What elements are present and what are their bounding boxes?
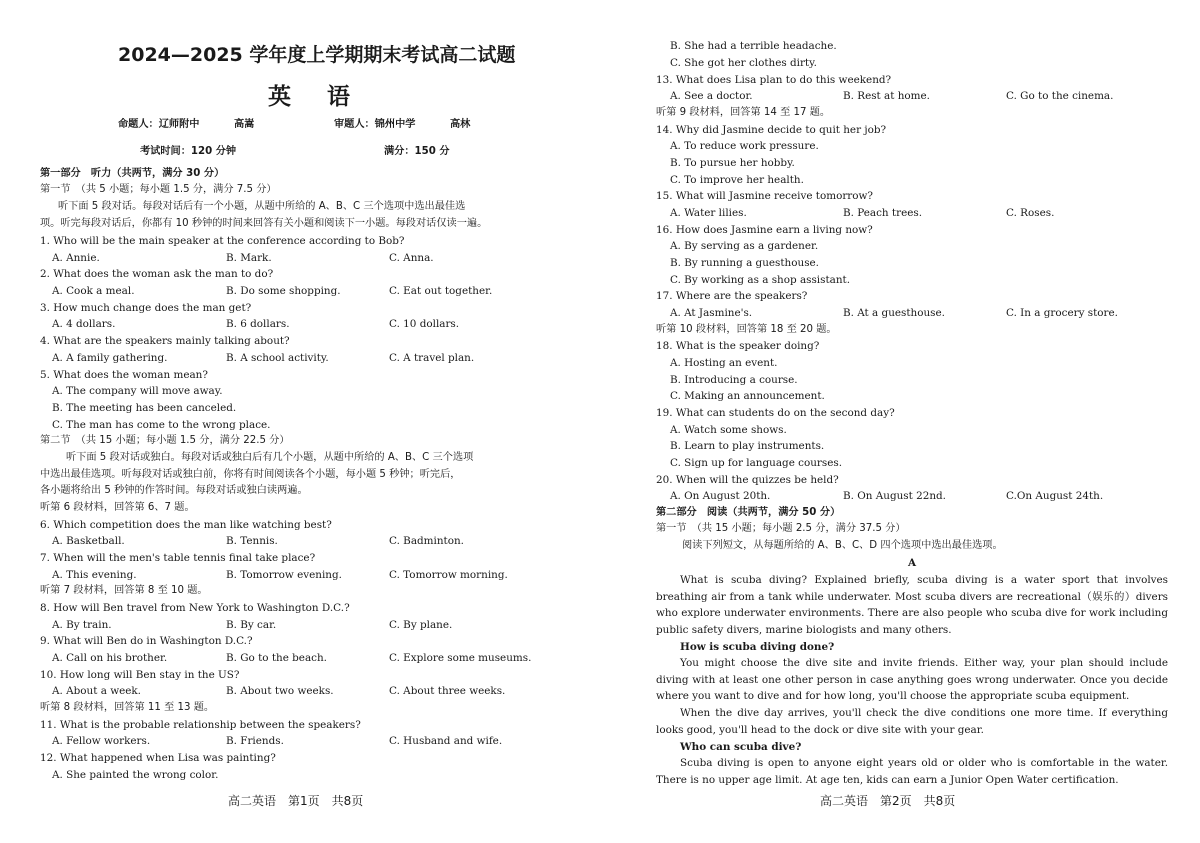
option: C. Sign up for language courses. [670, 457, 842, 469]
instruction-line: 阅读下列短文，从每题所给的 A、B、C、D 四个选项中选出最佳选项。 [682, 540, 1003, 551]
option: C. Go to the cinema. [1006, 90, 1114, 102]
option: B. By car. [226, 619, 277, 631]
option: C. By plane. [389, 619, 453, 631]
option: B. Mark. [226, 252, 272, 264]
option: C. A travel plan. [389, 352, 475, 364]
material-line: 听第 10 段材料，回答第 18 至 20 题。 [656, 324, 837, 335]
question: 6. Which competition does the man like watching best? [40, 519, 332, 531]
material-line: 听第 9 段材料，回答第 14 至 17 题。 [656, 107, 831, 118]
subject-title: 英 语 [268, 84, 365, 110]
option: A. By train. [52, 619, 112, 631]
option: A. At Jasmine's. [670, 307, 753, 319]
instruction-line: 听下面 5 段对话或独白。每段对话或独白后有几个小题，从题中所给的 A、B、C 三个选项 [66, 452, 474, 463]
option: B. She had a terrible headache. [670, 40, 837, 52]
passage-label: A [908, 557, 917, 569]
option: B. To pursue her hobby. [670, 157, 795, 169]
question: 9. What will Ben do in Washington D.C.? [40, 635, 253, 647]
question: 2. What does the woman ask the man to do? [40, 268, 274, 280]
option: B. Peach trees. [843, 207, 922, 219]
page-footer: 高二英语 第2页 共8页 [820, 794, 956, 808]
option: C. Tomorrow morning. [389, 569, 508, 581]
option: C. By working as a shop assistant. [670, 274, 850, 286]
part-heading: 第一部分 听力（共两节，满分 30 分） [40, 168, 225, 179]
option: C. To improve her health. [670, 174, 804, 186]
option: A. Cook a meal. [52, 285, 135, 297]
option: A. A family gathering. [52, 352, 168, 364]
question: 17. Where are the speakers? [656, 290, 808, 302]
question: 16. How does Jasmine earn a living now? [656, 224, 873, 236]
option: A. This evening. [52, 569, 137, 581]
question: 13. What does Lisa plan to do this weekend? [656, 74, 892, 86]
option: B. On August 22nd. [843, 490, 946, 502]
paragraph: You might choose the dive site and invite friends. Either way, your plan should include diving with at least one other person in case anything goes wrong underwater. Once you decide where you want to dive and for how long, you'll choose the appropriate scuba equipment. [656, 657, 1168, 703]
option: B. Rest at home. [843, 90, 930, 102]
section-heading: 第一节 （共 15 小题；每小题 2.5 分，满分 37.5 分） [656, 523, 906, 534]
option: B. Do some shopping. [226, 285, 341, 297]
option: C. Roses. [1006, 207, 1055, 219]
option: A. By serving as a gardener. [670, 240, 819, 252]
part-heading: 第二部分 阅读（共两节，满分 50 分） [656, 507, 841, 518]
option: A. To reduce work pressure. [670, 140, 819, 152]
option: C.On August 24th. [1006, 490, 1104, 502]
instruction-line: 各小题将给出 5 秒钟的作答时间。每段对话或独白读两遍。 [40, 485, 308, 496]
option: B. Go to the beach. [226, 652, 327, 664]
option: A. Basketball. [52, 535, 125, 547]
question: 11. What is the probable relationship between the speakers? [40, 719, 361, 731]
option: C. Anna. [389, 252, 434, 264]
option: B. By running a guesthouse. [670, 257, 819, 269]
instruction-line: 中选出最佳选项。听每段对话或独白前，你将有时间阅读各个小题，每小题 5 秒钟；听完后， [40, 469, 461, 480]
material-line: 听第 8 段材料，回答第 11 至 13 题。 [40, 702, 215, 713]
option: C. 10 dollars. [389, 318, 460, 330]
option: A. Annie. [52, 252, 100, 264]
option: A. 4 dollars. [52, 318, 116, 330]
question: 1. Who will be the main speaker at the conference according to Bob? [40, 235, 405, 247]
reviewer: 审题人：锦州中学 [334, 119, 416, 130]
question: 15. What will Jasmine receive tomorrow? [656, 190, 873, 202]
passage-subheading: How is scuba diving done? [680, 641, 835, 653]
option: B. At a guesthouse. [843, 307, 945, 319]
option: B. 6 dollars. [226, 318, 290, 330]
option: A. She painted the wrong color. [52, 769, 219, 781]
question: 10. How long will Ben stay in the US? [40, 669, 240, 681]
passage-subheading: Who can scuba dive? [680, 741, 802, 753]
question: 3. How much change does the man get? [40, 302, 252, 314]
question: 20. When will the quizzes be held? [656, 474, 839, 486]
option: B. Introducing a course. [670, 374, 798, 386]
option: B. Friends. [226, 735, 284, 747]
option: A. The company will move away. [52, 385, 223, 397]
option: C. In a grocery store. [1006, 307, 1118, 319]
question: 7. When will the men's table tennis final take place? [40, 552, 316, 564]
option: A. Hosting an event. [670, 357, 778, 369]
proposer: 命题人：辽师附中 [118, 119, 200, 130]
reviewer-name: 高林 [450, 119, 471, 130]
question: 12. What happened when Lisa was painting? [40, 752, 276, 764]
material-line: 听第 6 段材料，回答第 6、7 题。 [40, 502, 195, 513]
option: C. She got her clothes dirty. [670, 57, 817, 69]
option: B. Learn to play instruments. [670, 440, 825, 452]
option: B. Tomorrow evening. [226, 569, 342, 581]
section-heading: 第一节 （共 5 小题；每小题 1.5 分，满分 7.5 分） [40, 184, 277, 195]
paragraph: When the dive day arrives, you'll check the dive conditions one more time. If everything looks good, you'll head to the dock or dive site with your gear. [656, 707, 1168, 736]
paragraph: What is scuba diving? Explained briefly, scuba diving is a water sport that involves breathing air from a tank while underwater. Most scuba divers are recreational（娱乐的）divers who explore underwater environments. There are also people who scuba dive for work including public safety divers, marine biologists and many others. [656, 574, 1168, 636]
page-footer: 高二英语 第1页 共8页 [228, 794, 364, 808]
exam-time: 考试时间：120 分钟 [140, 146, 237, 157]
question: 14. Why did Jasmine decide to quit her job? [656, 124, 887, 136]
option: A. Water lilies. [670, 207, 747, 219]
instruction-line: 听下面 5 段对话。每段对话后有一个小题，从题中所给的 A、B、C 三个选项中选出最佳选 [58, 201, 466, 212]
option: B. The meeting has been canceled. [52, 402, 237, 414]
option: C. The man has come to the wrong place. [52, 419, 271, 431]
option: A. See a doctor. [670, 90, 753, 102]
question: 4. What are the speakers mainly talking about? [40, 335, 290, 347]
option: B. A school activity. [226, 352, 329, 364]
option: A. On August 20th. [670, 490, 771, 502]
option: C. Husband and wife. [389, 735, 503, 747]
option: A. Fellow workers. [52, 735, 151, 747]
question: 18. What is the speaker doing? [656, 340, 820, 352]
option: B. Tennis. [226, 535, 278, 547]
option: A. Watch some shows. [670, 424, 787, 436]
proposer-name: 高嵩 [234, 119, 255, 130]
option: A. About a week. [52, 685, 141, 697]
exam-title: 2024—2025 学年度上学期期末考试高二试题 [118, 44, 516, 66]
question: 5. What does the woman mean? [40, 369, 208, 381]
option: C. Explore some museums. [389, 652, 532, 664]
material-line: 听第 7 段材料，回答第 8 至 10 题。 [40, 585, 208, 596]
paragraph: Scuba diving is open to anyone eight years old or older who is comfortable in the water. There is no upper age limit. At age ten, kids can earn a Junior Open Water certification. [656, 757, 1168, 786]
section-heading: 第二节 （共 15 小题；每小题 1.5 分，满分 22.5 分） [40, 435, 290, 446]
option: A. Call on his brother. [52, 652, 168, 664]
option: C. Badminton. [389, 535, 464, 547]
instruction-line: 项。听完每段对话后，你都有 10 秒钟的时间来回答有关小题和阅读下一小题。每段对话仅读一遍。 [40, 218, 488, 229]
option: C. About three weeks. [389, 685, 506, 697]
option: C. Eat out together. [389, 285, 493, 297]
exam-score: 满分：150 分 [384, 146, 450, 157]
page-right [600, 0, 1200, 843]
option: C. Making an announcement. [670, 390, 825, 402]
option: B. About two weeks. [226, 685, 334, 697]
question: 19. What can students do on the second day? [656, 407, 895, 419]
question: 8. How will Ben travel from New York to Washington D.C.? [40, 602, 350, 614]
